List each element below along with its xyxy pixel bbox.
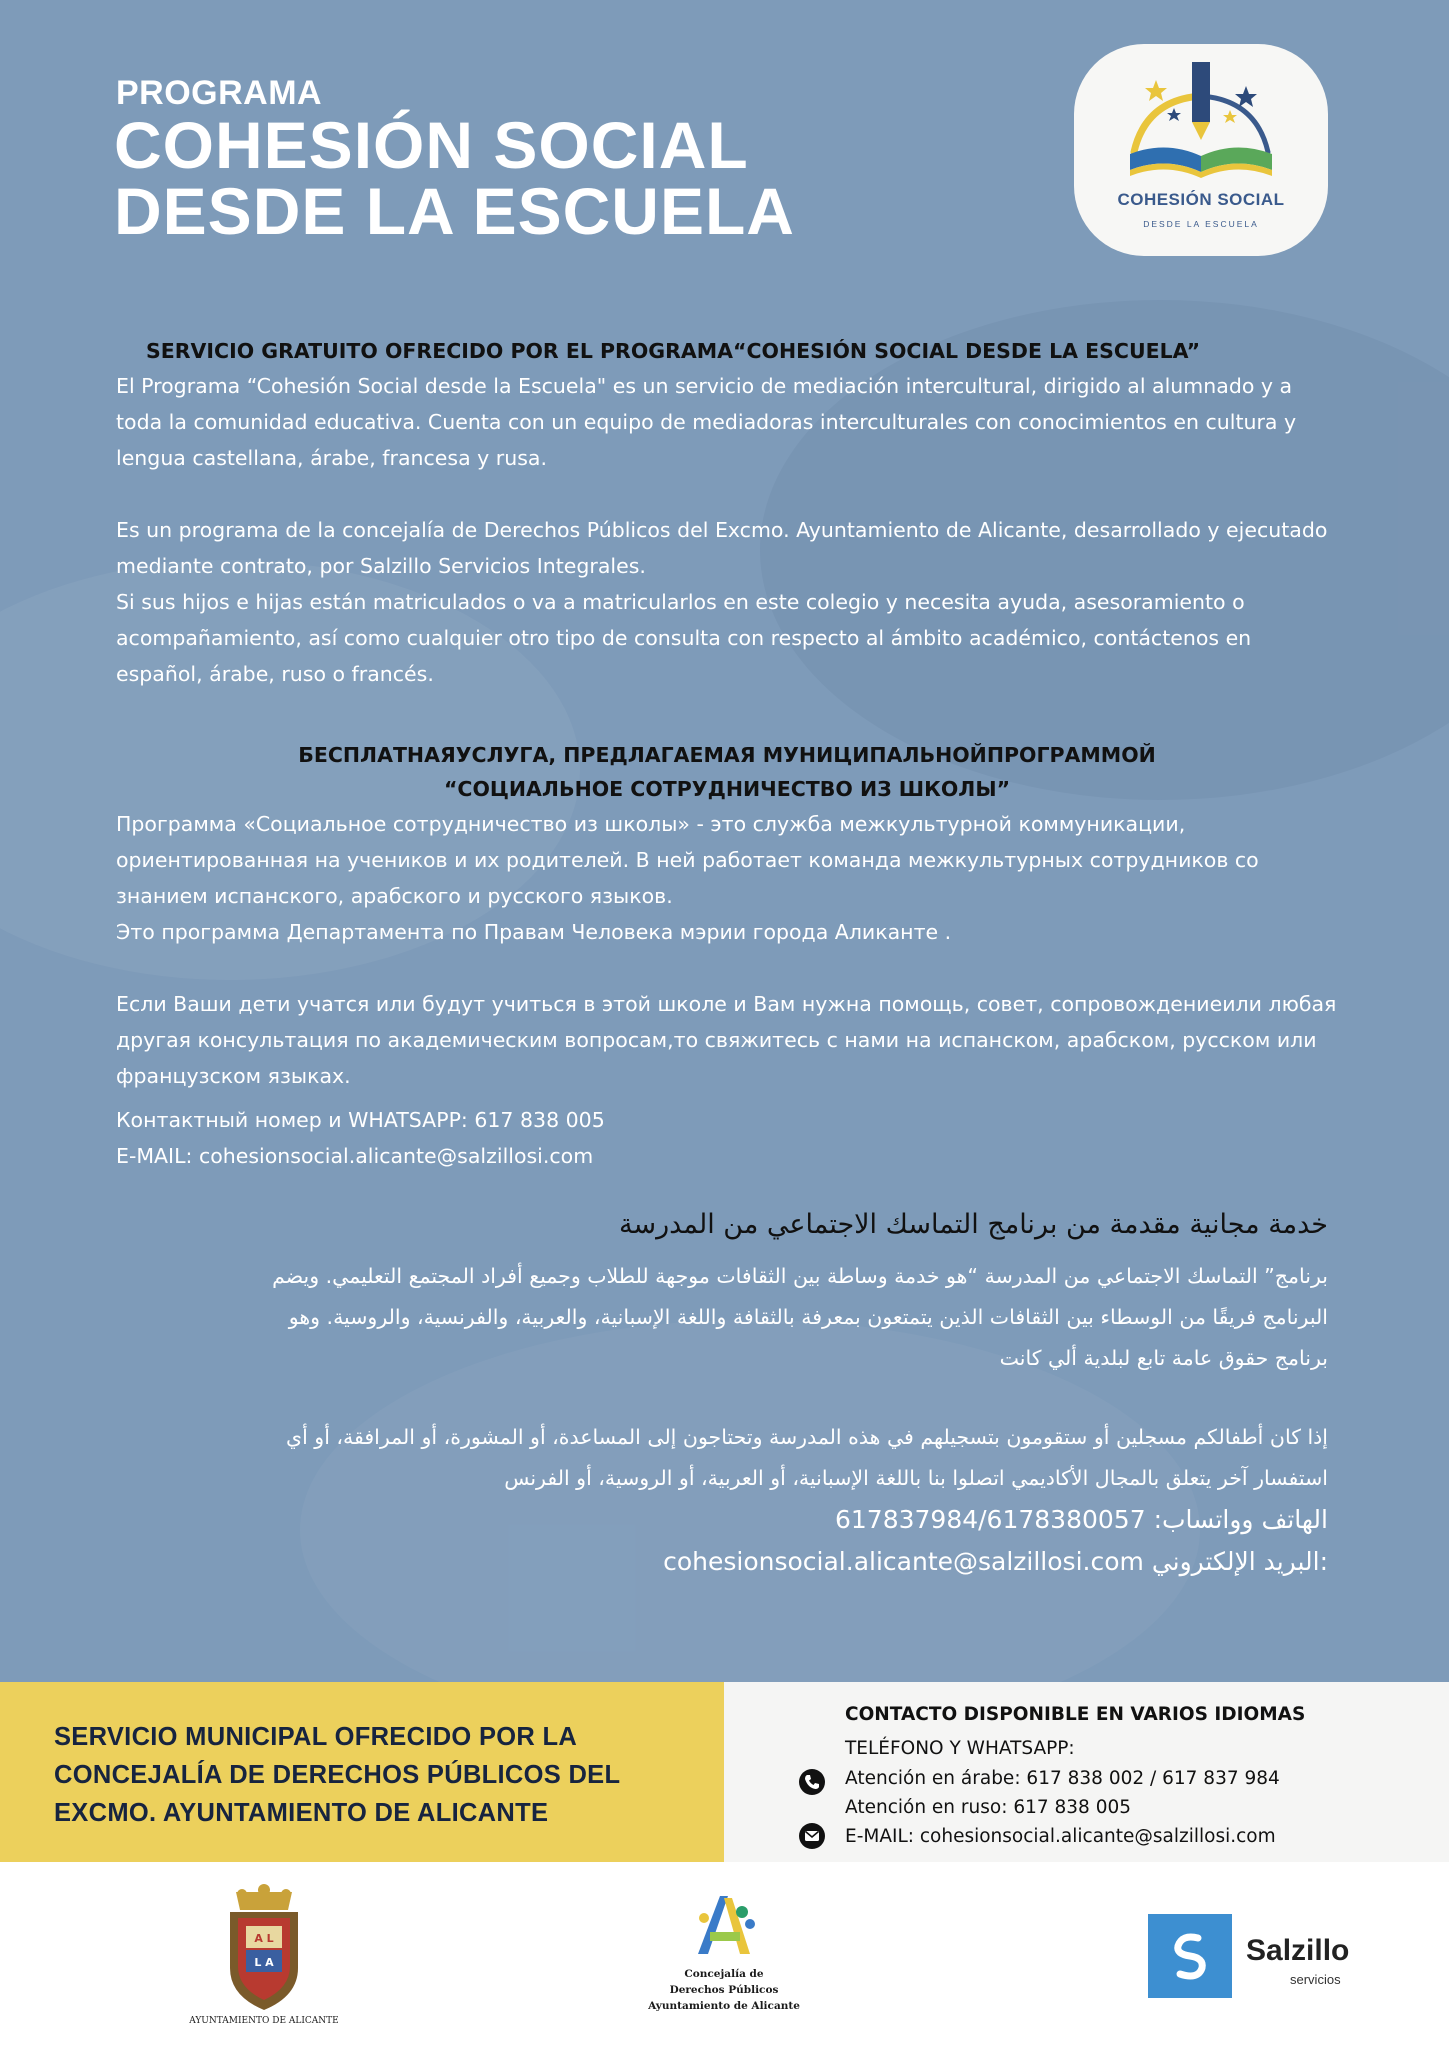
- svg-text:A L: A L: [254, 1932, 274, 1945]
- program-logo: [1074, 44, 1328, 256]
- main-title-line: DESDE LA ESCUELA: [114, 174, 795, 248]
- logo-arc: [1134, 96, 1201, 152]
- arabic-email: [240, 1541, 1328, 1583]
- concejalia-label-line: Ayuntamiento de Alicante: [648, 2000, 800, 2012]
- russian-paragraph: Если Ваши дети учатся или будут учиться в этой школе и Вам нужна помощь, совет, сопровождениеили любая другая консультация по академическим вопросам,то свяжитесь с нами на испанском, арабском, русском или французском языках.: [116, 992, 1337, 1088]
- arabic-paragraph: برنامج” التماسك الاجتماعي من المدرسة “هو خدمة وساطة بين الثقافات موجهة للطلاب وجميع أفراد المجتمع التعليمي. ويضم البرنامج فريقًا من الوسطاء بين الثقافات الذين يتمتعون بمعرفة بالثقافة واللغة الإسبانية، والعربية، والفرنسية، والروسية. وهو برنامج حقوق عامة تابع لبلدية ألي كانت: [272, 1264, 1328, 1370]
- contact-panel: [724, 1682, 1449, 1862]
- pencil-tip: [1192, 122, 1210, 140]
- russian-contact: [116, 1102, 1338, 1174]
- arabic-phone-value[interactable]: 617837984/6178380057: [834, 1505, 1146, 1534]
- arabic-phone: [240, 1499, 1328, 1541]
- arabic-phone-label: الهاتف وواتساب:: [1153, 1505, 1328, 1534]
- logo-title: COHESIÓN SOCIAL: [1117, 190, 1285, 209]
- arabic-attention-line[interactable]: Atención en árabe: 617 838 002 / 617 837 984: [845, 1768, 1280, 1789]
- concejalia-logo-icon: [684, 1884, 764, 1964]
- russian-heading-line: “СОЦИАЛЬНОЕ СОТРУДНИЧЕСТВО ИЗ ШКОЛЫ”: [443, 777, 1011, 801]
- star-icon: [1223, 110, 1237, 123]
- star-icon: [1145, 80, 1167, 101]
- concejalia-label-line: Derechos Públicos: [669, 1984, 779, 1996]
- spanish-paragraph: Es un programa de la concejalía de Derechos Públicos del Excmo. Ayuntamiento de Alicante, desarrollado y ejecutado mediante contrato, por Salzillo Servicios Integrales.: [116, 518, 1328, 578]
- phone-icon: [798, 1768, 826, 1796]
- spanish-paragraph: Si sus hijos e hijas están matriculados o va a matricularlos en este colegio y necesita ayuda, asesoramiento o acompañamiento, así como cualquier otro tipo de consulta con respecto al ámbito académico, contáctenos en español, árabe, ruso o francés.: [116, 590, 1252, 686]
- arabic-email-value[interactable]: cohesionsocial.alicante@salzillosi.com: [663, 1547, 1144, 1576]
- footer-logos: [0, 1862, 1449, 2048]
- banner-line: SERVICIO MUNICIPAL OFRECIDO POR LA: [54, 1723, 578, 1751]
- salzillo-name: Salzillo: [1246, 1934, 1350, 1967]
- pencil-icon: [1192, 62, 1210, 122]
- concejalia-label-line: Concejalía de: [684, 1968, 764, 1980]
- municipal-banner: [0, 1682, 724, 1862]
- russian-section: [116, 738, 1338, 1174]
- municipal-banner-text: [54, 1718, 714, 1832]
- russian-contact-phone: Контактный номер и WHATSAPP: 617 838 005: [116, 1108, 605, 1132]
- salzillo-subtitle: servicios: [1290, 1972, 1341, 1987]
- russian-heading: [116, 738, 1338, 806]
- banner-line: CONCEJALÍA DE DERECHOS PÚBLICOS DEL: [54, 1761, 621, 1789]
- crest-label: AYUNTAMIENTO DE ALICANTE: [189, 2016, 339, 2026]
- main-title-line: COHESIÓN SOCIAL: [114, 108, 749, 182]
- program-label: PROGRAMA: [116, 74, 323, 112]
- star-icon: [1235, 86, 1257, 107]
- spacer: [116, 476, 1338, 512]
- russian-attention-line[interactable]: Atención en ruso: 617 838 005: [845, 1797, 1132, 1818]
- salzillo-logo-icon: [1148, 1914, 1232, 1998]
- russian-paragraph: Программа «Социальное сотрудничество из школы» - это служба межкультурной коммуникации, ориентированная на учеников и их родителей. В ней работает команда межкультурных сотрудников со знанием испанского, арабского и русского языков.: [116, 812, 1259, 908]
- star-icon: [1167, 108, 1181, 121]
- spacer: [240, 1379, 1328, 1417]
- spanish-paragraph: El Programa “Cohesión Social desde la Escuela" es un servicio de mediación intercultural, dirigido al alumnado y a toda la comunidad educativa. Cuenta con un equipo de mediadoras interculturales con conocimientos en cultura y lengua castellana, árabe, francesa y rusa.: [116, 374, 1297, 470]
- spacer: [116, 950, 1338, 986]
- contact-heading: CONTACTO DISPONIBLE EN VARIOS IDIOMAS: [845, 1704, 1306, 1725]
- arabic-heading: خدمة مجانية مقدمة من برنامج التماسك الاجتماعي من المدرسة: [619, 1209, 1328, 1240]
- arabic-paragraph: إذا كان أطفالكم مسجلين أو ستقومون بتسجيلهم في هذه المدرسة وتحتاجون إلى المساعدة، أو المشورة، أو المرافقة، أو أي استفسار آخر يتعلق بالمجال الأكاديمي اتصلوا بنا باللغة الإسبانية، أو العربية، أو الروسية، أو الفرنس: [286, 1425, 1328, 1490]
- arabic-section: [240, 1202, 1328, 1583]
- banner-line: EXCMO. AYUNTAMIENTO DE ALICANTE: [54, 1799, 549, 1827]
- book-icon: [1074, 44, 1328, 184]
- concejalia-label: [636, 1966, 812, 2014]
- logo-subtitle: DESDE LA ESCUELA: [1143, 219, 1259, 229]
- main-title: [114, 108, 795, 248]
- arabic-email-label: :البريد الإلكتروني: [1151, 1547, 1328, 1576]
- contact-email[interactable]: E-MAIL: cohesionsocial.alicante@salzillosi.com: [845, 1826, 1276, 1847]
- crest-icon: [222, 1884, 306, 2016]
- russian-contact-email[interactable]: E-MAIL: cohesionsocial.alicante@salzillosi.com: [116, 1144, 594, 1168]
- svg-text:L A: L A: [254, 1956, 274, 1969]
- logo-arc: [1201, 96, 1268, 152]
- mail-icon: [798, 1822, 826, 1850]
- russian-paragraph: Это программа Департамента по Правам Человека мэрии города Аликанте .: [116, 920, 952, 944]
- telephone-label: TELÉFONO Y WHATSAPP:: [845, 1738, 1075, 1759]
- spanish-heading: SERVICIO GRATUITO OFRECIDO POR EL PROGRAMA“COHESIÓN SOCIAL DESDE LA ESCUELA”: [146, 339, 1201, 363]
- russian-heading-line: БЕСПЛАТНАЯУСЛУГА, ПРЕДЛАГАЕМАЯ МУНИЦИПАЛЬНОЙПРОГРАММОЙ: [298, 743, 1156, 767]
- spanish-section: [116, 334, 1338, 692]
